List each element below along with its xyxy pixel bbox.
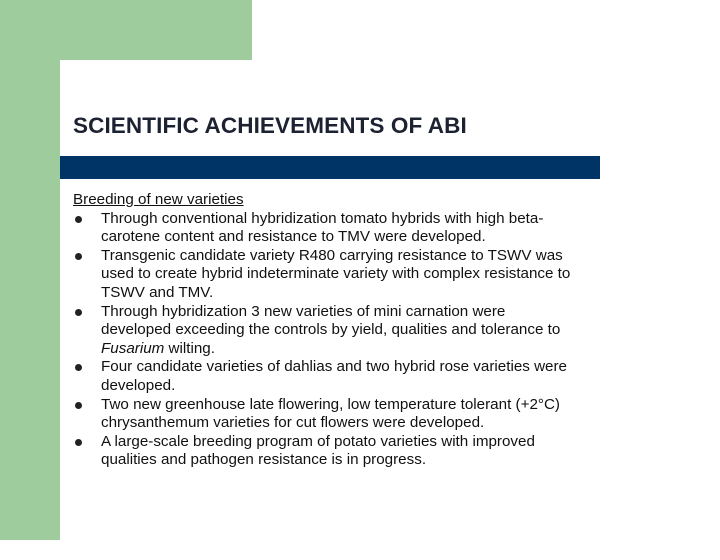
item-line: Transgenic candidate variety R480 carrying resistance to TSWV was: [101, 246, 563, 264]
list-item: [73, 433, 673, 470]
green-top-accent: [0, 0, 252, 60]
title-underline-bar: [60, 156, 600, 179]
italic-tail: wilting.: [164, 339, 215, 357]
item-line: chrysanthemum varieties for cut flowers were developed.: [101, 414, 485, 432]
bullet-icon: [75, 309, 82, 316]
item-line: Four candidate varieties of dahlias and two hybrid rose varieties were: [101, 358, 567, 376]
item-line: used to create hybrid indeterminate variety with complex resistance to: [101, 265, 571, 283]
list-item: [73, 303, 673, 359]
list-item: [73, 247, 673, 303]
item-line: carotene content and resistance to TMV were developed.: [101, 228, 486, 246]
list-item: [73, 210, 673, 247]
green-sidebar-accent: [0, 0, 60, 540]
item-line: TSWV and TMV.: [101, 283, 214, 301]
bullet-list: [73, 210, 673, 470]
item-line: developed exceeding the controls by yield, qualities and tolerance to: [101, 321, 561, 339]
slide-title: SCIENTIFIC ACHIEVEMENTS OF ABI: [73, 113, 467, 138]
item-line: Two new greenhouse late flowering, low temperature tolerant (+2°C): [101, 395, 560, 413]
list-item: [73, 396, 673, 433]
bullet-icon: [75, 439, 82, 446]
bullet-icon: [75, 364, 82, 371]
slide-body: [73, 191, 673, 470]
item-line: developed.: [101, 376, 176, 394]
bullet-icon: [75, 216, 82, 223]
item-line-italic: [101, 340, 673, 359]
item-line: Through conventional hybridization tomato hybrids with high beta-: [101, 209, 544, 227]
item-line: Through hybridization 3 new varieties of mini carnation were: [101, 302, 506, 320]
italic-term: Fusarium: [101, 339, 165, 357]
bullet-icon: [75, 253, 82, 260]
list-item: [73, 358, 673, 395]
item-line: A large-scale breeding program of potato varieties with improved: [101, 432, 535, 450]
section-heading: Breeding of new varieties: [73, 191, 244, 208]
bullet-icon: [75, 402, 82, 409]
item-line: qualities and pathogen resistance is in progress.: [101, 451, 427, 469]
